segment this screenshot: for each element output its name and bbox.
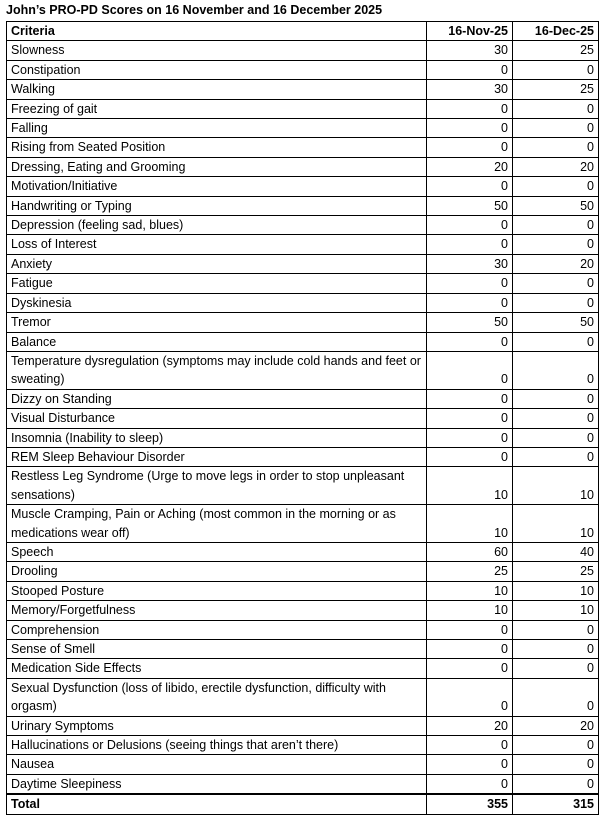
criteria-cell: Rising from Seated Position bbox=[7, 138, 427, 157]
criteria-cell: Insomnia (Inability to sleep) bbox=[7, 428, 427, 447]
table-row bbox=[7, 157, 599, 176]
nov-score-cell: 10 bbox=[427, 601, 513, 620]
table-row bbox=[7, 274, 599, 293]
nov-score-cell: 30 bbox=[427, 254, 513, 273]
criteria-cell: Loss of Interest bbox=[7, 235, 427, 254]
criteria-cell: Tremor bbox=[7, 313, 427, 332]
nov-score-cell: 10 bbox=[427, 581, 513, 600]
dec-score-cell: 0 bbox=[513, 678, 599, 716]
dec-score-cell: 50 bbox=[513, 313, 599, 332]
criteria-cell: Sexual Dysfunction (loss of libido, erectile dysfunction, difficulty with orgasm) bbox=[7, 678, 427, 716]
nov-score-cell: 0 bbox=[427, 755, 513, 774]
criteria-cell: Temperature dysregulation (symptoms may include cold hands and feet or sweating) bbox=[7, 351, 427, 389]
header-row bbox=[7, 22, 599, 41]
table-row bbox=[7, 41, 599, 60]
criteria-cell: Daytime Sleepiness bbox=[7, 774, 427, 794]
nov-score-cell: 60 bbox=[427, 542, 513, 561]
table-row bbox=[7, 99, 599, 118]
dec-score-cell: 20 bbox=[513, 254, 599, 273]
criteria-cell: Medication Side Effects bbox=[7, 659, 427, 678]
criteria-cell: Fatigue bbox=[7, 274, 427, 293]
nov-score-cell: 10 bbox=[427, 467, 513, 505]
nov-score-cell: 30 bbox=[427, 80, 513, 99]
dec-score-cell: 0 bbox=[513, 447, 599, 466]
table-row bbox=[7, 60, 599, 79]
dec-score-cell: 25 bbox=[513, 80, 599, 99]
nov-score-cell: 30 bbox=[427, 41, 513, 60]
table-row bbox=[7, 80, 599, 99]
table-row bbox=[7, 467, 599, 505]
criteria-cell: Falling bbox=[7, 119, 427, 138]
criteria-cell: Visual Disturbance bbox=[7, 409, 427, 428]
nov-score-cell: 0 bbox=[427, 119, 513, 138]
dec-score-cell: 0 bbox=[513, 177, 599, 196]
criteria-cell: Dyskinesia bbox=[7, 293, 427, 312]
criteria-cell: Depression (feeling sad, blues) bbox=[7, 216, 427, 235]
dec-score-cell: 50 bbox=[513, 196, 599, 215]
table-row bbox=[7, 389, 599, 408]
total-label: Total bbox=[7, 794, 427, 814]
nov-score-cell: 0 bbox=[427, 620, 513, 639]
nov-score-cell: 10 bbox=[427, 505, 513, 543]
table-row bbox=[7, 755, 599, 774]
total-row bbox=[7, 794, 599, 814]
table-row bbox=[7, 196, 599, 215]
nov-score-cell: 50 bbox=[427, 313, 513, 332]
total-nov: 355 bbox=[427, 794, 513, 814]
table-row bbox=[7, 736, 599, 755]
nov-score-cell: 0 bbox=[427, 351, 513, 389]
table-row bbox=[7, 409, 599, 428]
nov-score-cell: 0 bbox=[427, 332, 513, 351]
criteria-cell: Walking bbox=[7, 80, 427, 99]
document-title: John’s PRO-PD Scores on 16 November and 16 December 2025 bbox=[6, 3, 383, 17]
dec-score-cell: 0 bbox=[513, 640, 599, 659]
dec-score-cell: 0 bbox=[513, 293, 599, 312]
criteria-cell: Muscle Cramping, Pain or Aching (most common in the morning or as medications wear off) bbox=[7, 505, 427, 543]
dec-score-cell: 0 bbox=[513, 351, 599, 389]
table-row bbox=[7, 138, 599, 157]
column-header-dec: 16-Dec-25 bbox=[513, 22, 599, 41]
nov-score-cell: 0 bbox=[427, 659, 513, 678]
criteria-cell: Urinary Symptoms bbox=[7, 716, 427, 735]
nov-score-cell: 0 bbox=[427, 177, 513, 196]
criteria-cell: Hallucinations or Delusions (seeing things that aren’t there) bbox=[7, 736, 427, 755]
dec-score-cell: 0 bbox=[513, 736, 599, 755]
table-row bbox=[7, 428, 599, 447]
nov-score-cell: 0 bbox=[427, 216, 513, 235]
table-row bbox=[7, 581, 599, 600]
table-row bbox=[7, 659, 599, 678]
dec-score-cell: 0 bbox=[513, 428, 599, 447]
table-row bbox=[7, 542, 599, 561]
nov-score-cell: 0 bbox=[427, 447, 513, 466]
nov-score-cell: 0 bbox=[427, 409, 513, 428]
dec-score-cell: 0 bbox=[513, 774, 599, 794]
nov-score-cell: 50 bbox=[427, 196, 513, 215]
dec-score-cell: 10 bbox=[513, 467, 599, 505]
column-header-criteria: Criteria bbox=[7, 22, 427, 41]
nov-score-cell: 0 bbox=[427, 99, 513, 118]
dec-score-cell: 0 bbox=[513, 409, 599, 428]
table-row bbox=[7, 235, 599, 254]
table-row bbox=[7, 177, 599, 196]
nov-score-cell: 20 bbox=[427, 157, 513, 176]
criteria-cell: Drooling bbox=[7, 562, 427, 581]
dec-score-cell: 40 bbox=[513, 542, 599, 561]
dec-score-cell: 0 bbox=[513, 119, 599, 138]
table-row bbox=[7, 293, 599, 312]
dec-score-cell: 10 bbox=[513, 581, 599, 600]
table-row bbox=[7, 640, 599, 659]
table-row bbox=[7, 562, 599, 581]
criteria-cell: Stooped Posture bbox=[7, 581, 427, 600]
dec-score-cell: 0 bbox=[513, 60, 599, 79]
table-row bbox=[7, 601, 599, 620]
criteria-cell: Nausea bbox=[7, 755, 427, 774]
dec-score-cell: 20 bbox=[513, 716, 599, 735]
dec-score-cell: 0 bbox=[513, 138, 599, 157]
criteria-cell: Restless Leg Syndrome (Urge to move legs in order to stop unpleasant sensations) bbox=[7, 467, 427, 505]
criteria-cell: Dizzy on Standing bbox=[7, 389, 427, 408]
dec-score-cell: 0 bbox=[513, 389, 599, 408]
nov-score-cell: 0 bbox=[427, 60, 513, 79]
nov-score-cell: 0 bbox=[427, 428, 513, 447]
criteria-cell: REM Sleep Behaviour Disorder bbox=[7, 447, 427, 466]
table-row bbox=[7, 505, 599, 543]
table-row bbox=[7, 216, 599, 235]
dec-score-cell: 10 bbox=[513, 601, 599, 620]
dec-score-cell: 25 bbox=[513, 562, 599, 581]
nov-score-cell: 20 bbox=[427, 716, 513, 735]
criteria-cell: Memory/Forgetfulness bbox=[7, 601, 427, 620]
criteria-cell: Balance bbox=[7, 332, 427, 351]
dec-score-cell: 25 bbox=[513, 41, 599, 60]
table-row bbox=[7, 313, 599, 332]
table-row bbox=[7, 620, 599, 639]
nov-score-cell: 25 bbox=[427, 562, 513, 581]
nov-score-cell: 0 bbox=[427, 138, 513, 157]
criteria-cell: Sense of Smell bbox=[7, 640, 427, 659]
nov-score-cell: 0 bbox=[427, 235, 513, 254]
criteria-cell: Anxiety bbox=[7, 254, 427, 273]
dec-score-cell: 10 bbox=[513, 505, 599, 543]
scores-table bbox=[6, 21, 599, 815]
table-row bbox=[7, 254, 599, 273]
criteria-cell: Motivation/Initiative bbox=[7, 177, 427, 196]
dec-score-cell: 20 bbox=[513, 157, 599, 176]
table-row bbox=[7, 716, 599, 735]
table-row bbox=[7, 447, 599, 466]
nov-score-cell: 0 bbox=[427, 774, 513, 794]
dec-score-cell: 0 bbox=[513, 99, 599, 118]
dec-score-cell: 0 bbox=[513, 620, 599, 639]
dec-score-cell: 0 bbox=[513, 332, 599, 351]
table-row bbox=[7, 119, 599, 138]
nov-score-cell: 0 bbox=[427, 274, 513, 293]
criteria-cell: Handwriting or Typing bbox=[7, 196, 427, 215]
table-row bbox=[7, 332, 599, 351]
table-row bbox=[7, 351, 599, 389]
criteria-cell: Slowness bbox=[7, 41, 427, 60]
criteria-cell: Freezing of gait bbox=[7, 99, 427, 118]
criteria-cell: Speech bbox=[7, 542, 427, 561]
table-row bbox=[7, 774, 599, 794]
criteria-cell: Constipation bbox=[7, 60, 427, 79]
nov-score-cell: 0 bbox=[427, 678, 513, 716]
nov-score-cell: 0 bbox=[427, 640, 513, 659]
dec-score-cell: 0 bbox=[513, 216, 599, 235]
total-dec: 315 bbox=[513, 794, 599, 814]
criteria-cell: Dressing, Eating and Grooming bbox=[7, 157, 427, 176]
nov-score-cell: 0 bbox=[427, 389, 513, 408]
nov-score-cell: 0 bbox=[427, 293, 513, 312]
criteria-cell: Comprehension bbox=[7, 620, 427, 639]
dec-score-cell: 0 bbox=[513, 235, 599, 254]
table-row bbox=[7, 678, 599, 716]
column-header-nov: 16-Nov-25 bbox=[427, 22, 513, 41]
nov-score-cell: 0 bbox=[427, 736, 513, 755]
dec-score-cell: 0 bbox=[513, 659, 599, 678]
dec-score-cell: 0 bbox=[513, 755, 599, 774]
dec-score-cell: 0 bbox=[513, 274, 599, 293]
